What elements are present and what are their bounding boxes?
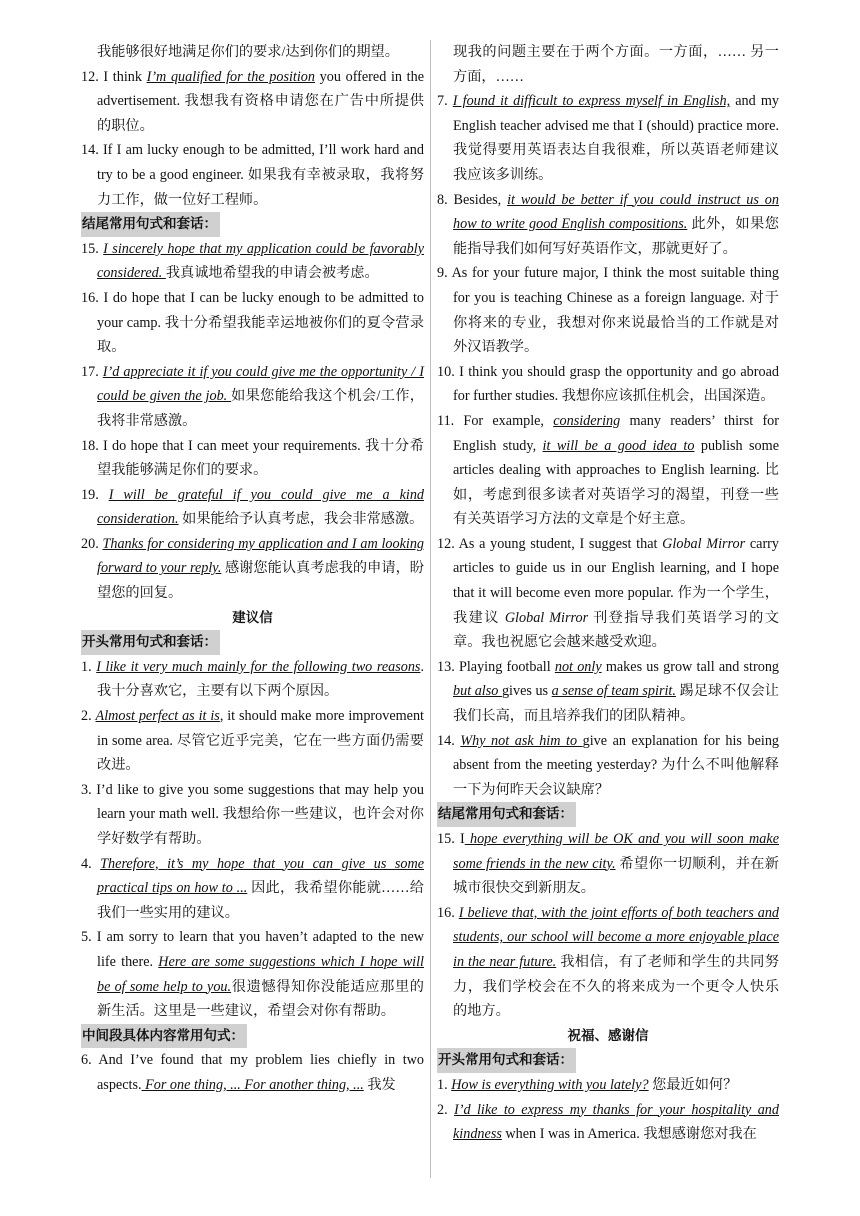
list-item xyxy=(81,434,424,483)
list-item xyxy=(81,704,424,778)
item-text: 此外，如果您能指导我们如何写好英语作文，那就更好了。 xyxy=(453,216,779,257)
item-text: 19. xyxy=(81,486,109,503)
list-item xyxy=(81,655,424,704)
item-text: 17. xyxy=(81,363,103,380)
item-text: 15. I xyxy=(437,831,465,847)
underlined-phrase: I sincerely hope that my application could be favorably considered. xyxy=(97,240,424,282)
list-item xyxy=(81,40,424,65)
list-item xyxy=(437,655,779,729)
list-item xyxy=(437,827,779,901)
list-item xyxy=(81,65,424,139)
italic-title: Global Mirror xyxy=(504,609,589,626)
section-heading-opening: 开头常用句式和套话： xyxy=(437,1048,576,1073)
item-text: 如果能给予认真考虑，我会非常感激。 xyxy=(178,511,424,528)
list-item xyxy=(81,360,424,434)
item-text: 希望你一切顺利，并在新城市很快交到新朋友。 xyxy=(453,855,779,897)
item-text: 20. xyxy=(81,535,103,552)
section-heading-closing: 结尾常用句式和套话： xyxy=(81,212,220,237)
item-text: 16. I do hope that I can be lucky enough to be admitted to your camp. 我十分希望我能幸运地被你们的夏令营录取。 xyxy=(81,289,424,356)
list-item xyxy=(81,925,424,1023)
item-text: 1. xyxy=(437,1076,452,1093)
underlined-phrase: I’m qualified for the position xyxy=(146,68,315,85)
item-text: 踢足球不仅会让我们长高，而且培养我们的团队精神。 xyxy=(453,683,779,725)
item-text: 9. As for your future major, I think the most suitable thing for you is teaching Chinese as a foreign language. 对于你将来的专业，我想对你来说最恰当的工作就是对外汉语教学。 xyxy=(437,265,779,356)
underlined-phrase: it would be better if you could instruct us on how to write good English compositions. xyxy=(453,191,779,233)
item-text: when I was in America. 我想感谢您对我在 xyxy=(501,1126,757,1143)
list-item xyxy=(437,188,779,262)
underlined-phrase: considering xyxy=(553,412,621,429)
list-item xyxy=(437,40,779,89)
item-text: 我真诚地希望我的申请会被考虑。 xyxy=(165,265,379,282)
list-item xyxy=(81,1048,424,1097)
item-text: many readers’ thirst for English study, xyxy=(453,412,779,454)
item-text: 我能够很好地满足你们的要求/达到你们的期望。 xyxy=(97,44,399,60)
item-text: and my English teacher advised me that I (should) practice more. 我觉得要用英语表达自我很难，所以英语老师建议我应该多训练。 xyxy=(453,93,780,183)
right-column xyxy=(437,40,779,1147)
item-text: 16. xyxy=(437,904,459,921)
item-text: , it should make more improvement in some area. 尽管它近乎完美，它在一些方面仍需要改进。 xyxy=(97,708,425,774)
item-text: 10. I think you should grasp the opportunity and go abroad for further studies. 我想你应该抓住机会，出国深造。 xyxy=(437,363,779,405)
list-item xyxy=(81,138,424,212)
item-text: 11. For example, xyxy=(437,412,554,429)
underlined-phrase: I found it difficult to express myself in English, xyxy=(452,93,731,110)
item-text: give an explanation for his being absent from the meeting yesterday? 为什么不叫他解释一下为何昨天会议缺席？ xyxy=(453,732,780,798)
list-item xyxy=(437,89,779,187)
underlined-phrase: but also xyxy=(453,683,502,700)
item-text: you offered in the advertisement. 我想我有资格申请您在广告中所提供的职位。 xyxy=(97,68,424,134)
item-text: . 我十分喜欢它，主要有以下两个原因。 xyxy=(97,658,424,700)
item-text: publish some articles dealing with approaches to English learning. 比如，考虑到很多读者对英语学习的渴望，刊登一些有关英语学习方法的文章是个好主意。 xyxy=(453,437,779,528)
section-heading-closing: 结尾常用句式和套话： xyxy=(437,802,576,827)
underlined-phrase: it will be a good idea to xyxy=(542,437,695,454)
item-text: 15. xyxy=(81,240,104,257)
list-item xyxy=(437,532,779,655)
list-item xyxy=(437,360,779,409)
section-heading-opening: 开头常用句式和套话： xyxy=(81,630,220,655)
item-text: 2. xyxy=(81,708,96,725)
underlined-phrase: a sense of team spirit. xyxy=(551,683,676,700)
item-text: 14. xyxy=(437,732,461,749)
item-text: 4. xyxy=(81,855,101,872)
list-item xyxy=(437,261,779,359)
column-divider xyxy=(430,40,431,1178)
section-heading-middle: 中间段具体内容常用句式： xyxy=(81,1024,247,1049)
item-text: 12. I think xyxy=(81,68,147,85)
underlined-phrase: For one thing, ... For another thing, ... xyxy=(141,1076,364,1093)
item-text: 18. I do hope that I can meet your requirements. 我十分希望我能够满足你们的要求。 xyxy=(81,437,424,479)
item-text: 1. xyxy=(81,658,97,675)
underlined-phrase: I’d appreciate it if you could give me the opportunity / I could be given the job. xyxy=(97,363,425,405)
item-text: makes us grow tall and strong xyxy=(601,658,780,675)
section-title-thanks-letter: 祝福、感谢信 xyxy=(567,1027,649,1044)
underlined-phrase: not only xyxy=(554,658,602,675)
underlined-phrase: hope everything will be OK and you will soon make some friends in the new city. xyxy=(453,831,779,872)
underlined-phrase: Almost perfect as it is xyxy=(95,708,220,725)
underlined-phrase: How is everything with you lately? xyxy=(451,1076,649,1093)
list-item xyxy=(81,852,424,926)
list-item xyxy=(437,409,779,532)
list-item xyxy=(81,778,424,852)
item-text: 14. If I am lucky enough to be admitted, I’ll work hard and try to be a good engineer. 如果我有幸被录取，我将努力工作，做一位好工程师。 xyxy=(81,142,424,208)
list-item xyxy=(81,483,424,532)
item-text: carry articles to guide us in our English learning, and I hope that it will become even more popular. 作为一个学生，我建议 xyxy=(453,535,779,626)
item-text: gives us xyxy=(501,683,552,700)
item-text: 2. xyxy=(437,1101,455,1118)
italic-title: Global Mirror xyxy=(662,535,746,552)
list-item xyxy=(437,1098,779,1147)
underlined-phrase: Thanks for considering my application and I am looking forward to your reply. xyxy=(97,535,425,577)
list-item xyxy=(437,1073,779,1098)
item-text: 感谢您能认真考虑我的申请，盼望您的回复。 xyxy=(97,560,424,602)
list-item xyxy=(81,532,424,606)
item-text: 我相信，有了老师和学生的共同努力，我们学校会在不久的将来成为一个更令人快乐的地方。 xyxy=(453,953,779,1020)
item-text: 3. I’d like to give you some suggestions that may help you learn your math well. 我想给你一些建议，也许会对你学好数学有帮助。 xyxy=(81,781,424,847)
underlined-phrase: I’d like to express my thanks for your hospitality and kindness xyxy=(453,1101,779,1143)
list-item xyxy=(437,901,779,1024)
underlined-phrase: I believe that, with the joint efforts of both teachers and students, our school will become a more enjoyable place in the near future. xyxy=(453,904,780,970)
item-text: 7. xyxy=(437,93,453,110)
item-text: 5. I am sorry to learn that you haven’t adapted to the new life there. xyxy=(81,929,424,970)
item-text: 刊登指导我们英语学习的文章。我也祝愿它会越来越受欢迎。 xyxy=(453,609,779,651)
list-item xyxy=(81,286,424,360)
list-item xyxy=(437,729,779,803)
item-text: 现我的问题主要在于两个方面。一方面，…… 另一方面，…… xyxy=(453,44,779,85)
item-text: 6. And I’ve found that my problem lies chiefly in two aspects. xyxy=(81,1052,424,1093)
item-text: 8. Besides, xyxy=(437,191,508,208)
item-text: 因此，我希望你能就……给我们一些实用的建议。 xyxy=(97,880,424,921)
left-column xyxy=(81,40,424,1098)
item-text: 12. As a young student, I suggest that xyxy=(437,535,663,552)
item-text: 很遗憾得知你没能适应那里的新生活。这里是一些建议，希望会对你有帮助。 xyxy=(97,978,424,1020)
section-title-suggestion-letter: 建议信 xyxy=(232,609,273,626)
item-text: 我发 xyxy=(363,1076,396,1093)
underlined-phrase: I like it very much mainly for the following two reasons xyxy=(96,658,421,675)
underlined-phrase: Why not ask him to xyxy=(460,732,583,749)
list-item xyxy=(81,237,424,286)
underlined-phrase: Therefore, it’s my hope that you can give us some practical tips on how to ... xyxy=(97,855,425,897)
underlined-phrase: I will be grateful if you could give me a kind consideration. xyxy=(97,486,424,528)
item-text: 13. Playing football xyxy=(437,658,555,675)
underlined-phrase: Here are some suggestions which I hope will be of some help to you. xyxy=(97,953,424,995)
item-text: 您最近如何？ xyxy=(648,1076,738,1093)
item-text: 如果您能给我这个机会/工作，我将非常感激。 xyxy=(97,388,424,429)
